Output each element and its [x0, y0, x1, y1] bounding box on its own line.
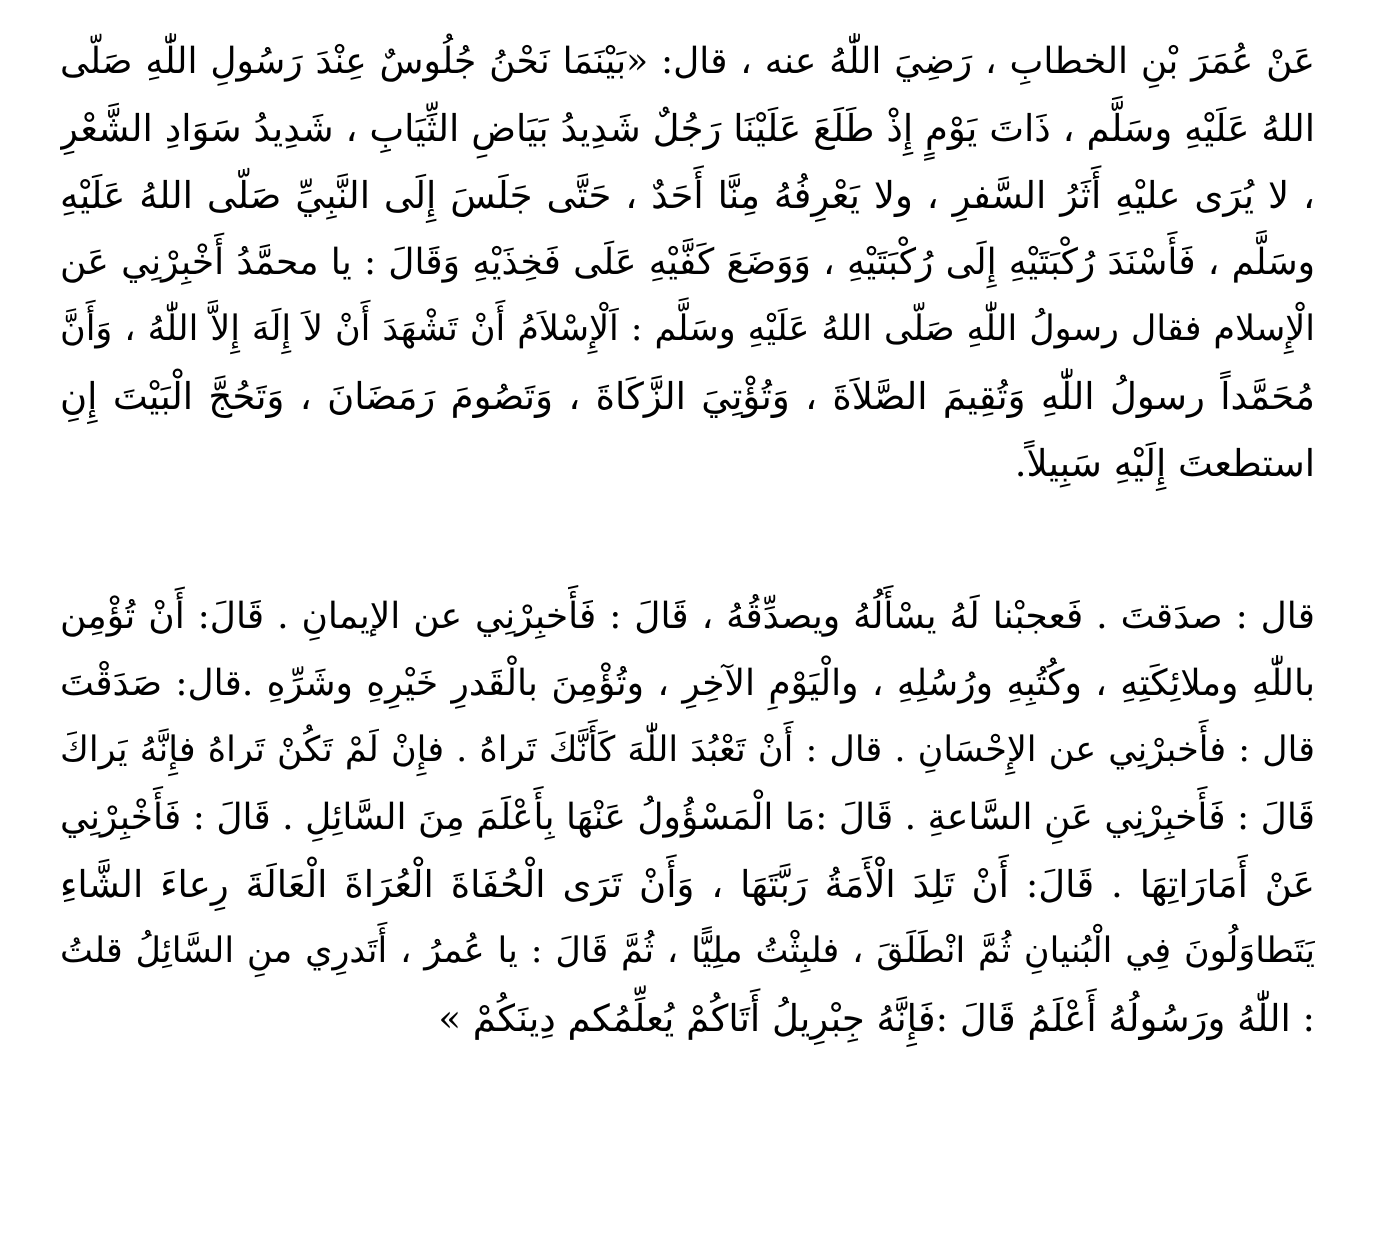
text-line: : اللّٰهُ ورَسُولُهُ أَعْلَمُ قَالَ :فَإِنَّهُ جِبْرِيلُ أَتَاكُمْ يُعلِّمُكم دِينَكُمْ » [438, 997, 1315, 1040]
hadith-paragraph-2 [60, 583, 1315, 1052]
hadith-paragraph-1 [60, 28, 1315, 497]
text-line: اللهُ عَلَيْهِ وسَلَّم ، ذَاتَ يَوْمٍ إِذْ طَلَعَ عَلَيْنَا رَجُلٌ شَدِيدُ بَيَاضِ الثِّيَابِ ، شَدِيدُ سَوَادِ الشَّعْرِ [60, 107, 1315, 150]
text-line: عَنْ أَمَارَاتِهَا . قَالَ: أَنْ تَلِدَ الْأَمَةُ رَبَّتَهَا ، وَأَنْ تَرَى الْحُفَاةَ الْعُرَاةَ الْعَالَةَ رِعاءَ الشَّاءِ [60, 863, 1315, 906]
text-line: وسَلَّم ، فَأَسْنَدَ رُكْبَتَيْهِ إِلَى رُكْبَتَيْهِ ، وَوَضَعَ كَفَّيْهِ عَلَى فَخِذَيْهِ وَقَالَ : يا محمَّدُ أَخْبِرْنِي عَن [60, 242, 1315, 283]
text-line: قال : فأَخبرْنِي عن الإِحْسَانِ . قال : أَنْ تَعْبُدَ اللّٰهَ كَأَنَّكَ تَراهُ . فإِنْ لَمْ تَكُنْ تَراهُ فإِنَّهُ يَراكَ [60, 730, 1315, 770]
text-line: يَتَطاوَلُونَ فِي الْبُنيانِ ثُمَّ انْطَلَقَ ، فلبِثْتُ ملِيًّا ، ثُمَّ قَالَ : يا عُمرُ ، أَتَدرِي منِ السَّائِلُ قلتُ [60, 931, 1315, 971]
text-line: استطعتَ إِلَيْهِ سَبِيلاً. [1014, 442, 1315, 485]
document-page [60, 28, 1315, 1052]
text-line: ، لا يُرَى عليْهِ أَثَرُ السَّفرِ ، ولا يَعْرِفُهُ مِنَّا أَحَدٌ ، حَتَّى جَلَسَ إِلَى النَّبِيِّ صَلّى اللهُ عَلَيْهِ [60, 174, 1315, 217]
text-line: قَالَ : فَأَخبِرْنِي عَنِ السَّاعةِ . قَالَ :مَا الْمَسْؤُولُ عَنْهَا بِأَعْلَمَ مِنَ السَّائِلِ . قَالَ : فَأَخْبِرْنِي [60, 797, 1315, 838]
paragraph-spacer [60, 497, 1315, 583]
text-line: الْإِسلام فقال رسولُ اللّٰهِ صَلّى اللهُ عَلَيْهِ وسَلَّم : اَلْإِسْلاَمُ أَنْ تَشْهَدَ أَنْ لاَ إِلَهَ إِلاَّ اللّٰهُ ، وَأَنَّ [60, 309, 1315, 349]
text-line: عَنْ عُمَرَ بْنِ الخطابِ ، رَضِيَ اللّٰهُ عنه ، قال: «بَيْنَمَا نَحْنُ جُلُوسٌ عِنْدَ رَسُولِ اللّٰهِ صَلّى [60, 41, 1315, 82]
text-line: قال : صدَقتَ . فَعجبْنا لَهُ يسْأَلُهُ ويصدِّقُهُ ، قَالَ : فَأَخبِرْنِي عن الإيمانِ . قَالَ: أَنْ تُؤْمِن [60, 596, 1315, 637]
text-line: مُحَمَّداً رسولُ اللّٰهِ وَتُقِيمَ الصَّلاَةَ ، وَتُؤْتِيَ الزَّكَاةَ ، وَتَصُومَ رَمَضَانَ ، وَتَحُجَّ الْبَيْتَ إِنِ [60, 375, 1315, 418]
text-line: باللّٰهِ وملائِكَتِهِ ، وكُتُبِهِ ورُسُلِهِ ، والْيَوْمِ الآخِرِ ، وتُؤْمِنَ بالْقَدرِ خَيْرِهِ وشَرِّهِ .قال: صَدَقْتَ [60, 663, 1315, 704]
